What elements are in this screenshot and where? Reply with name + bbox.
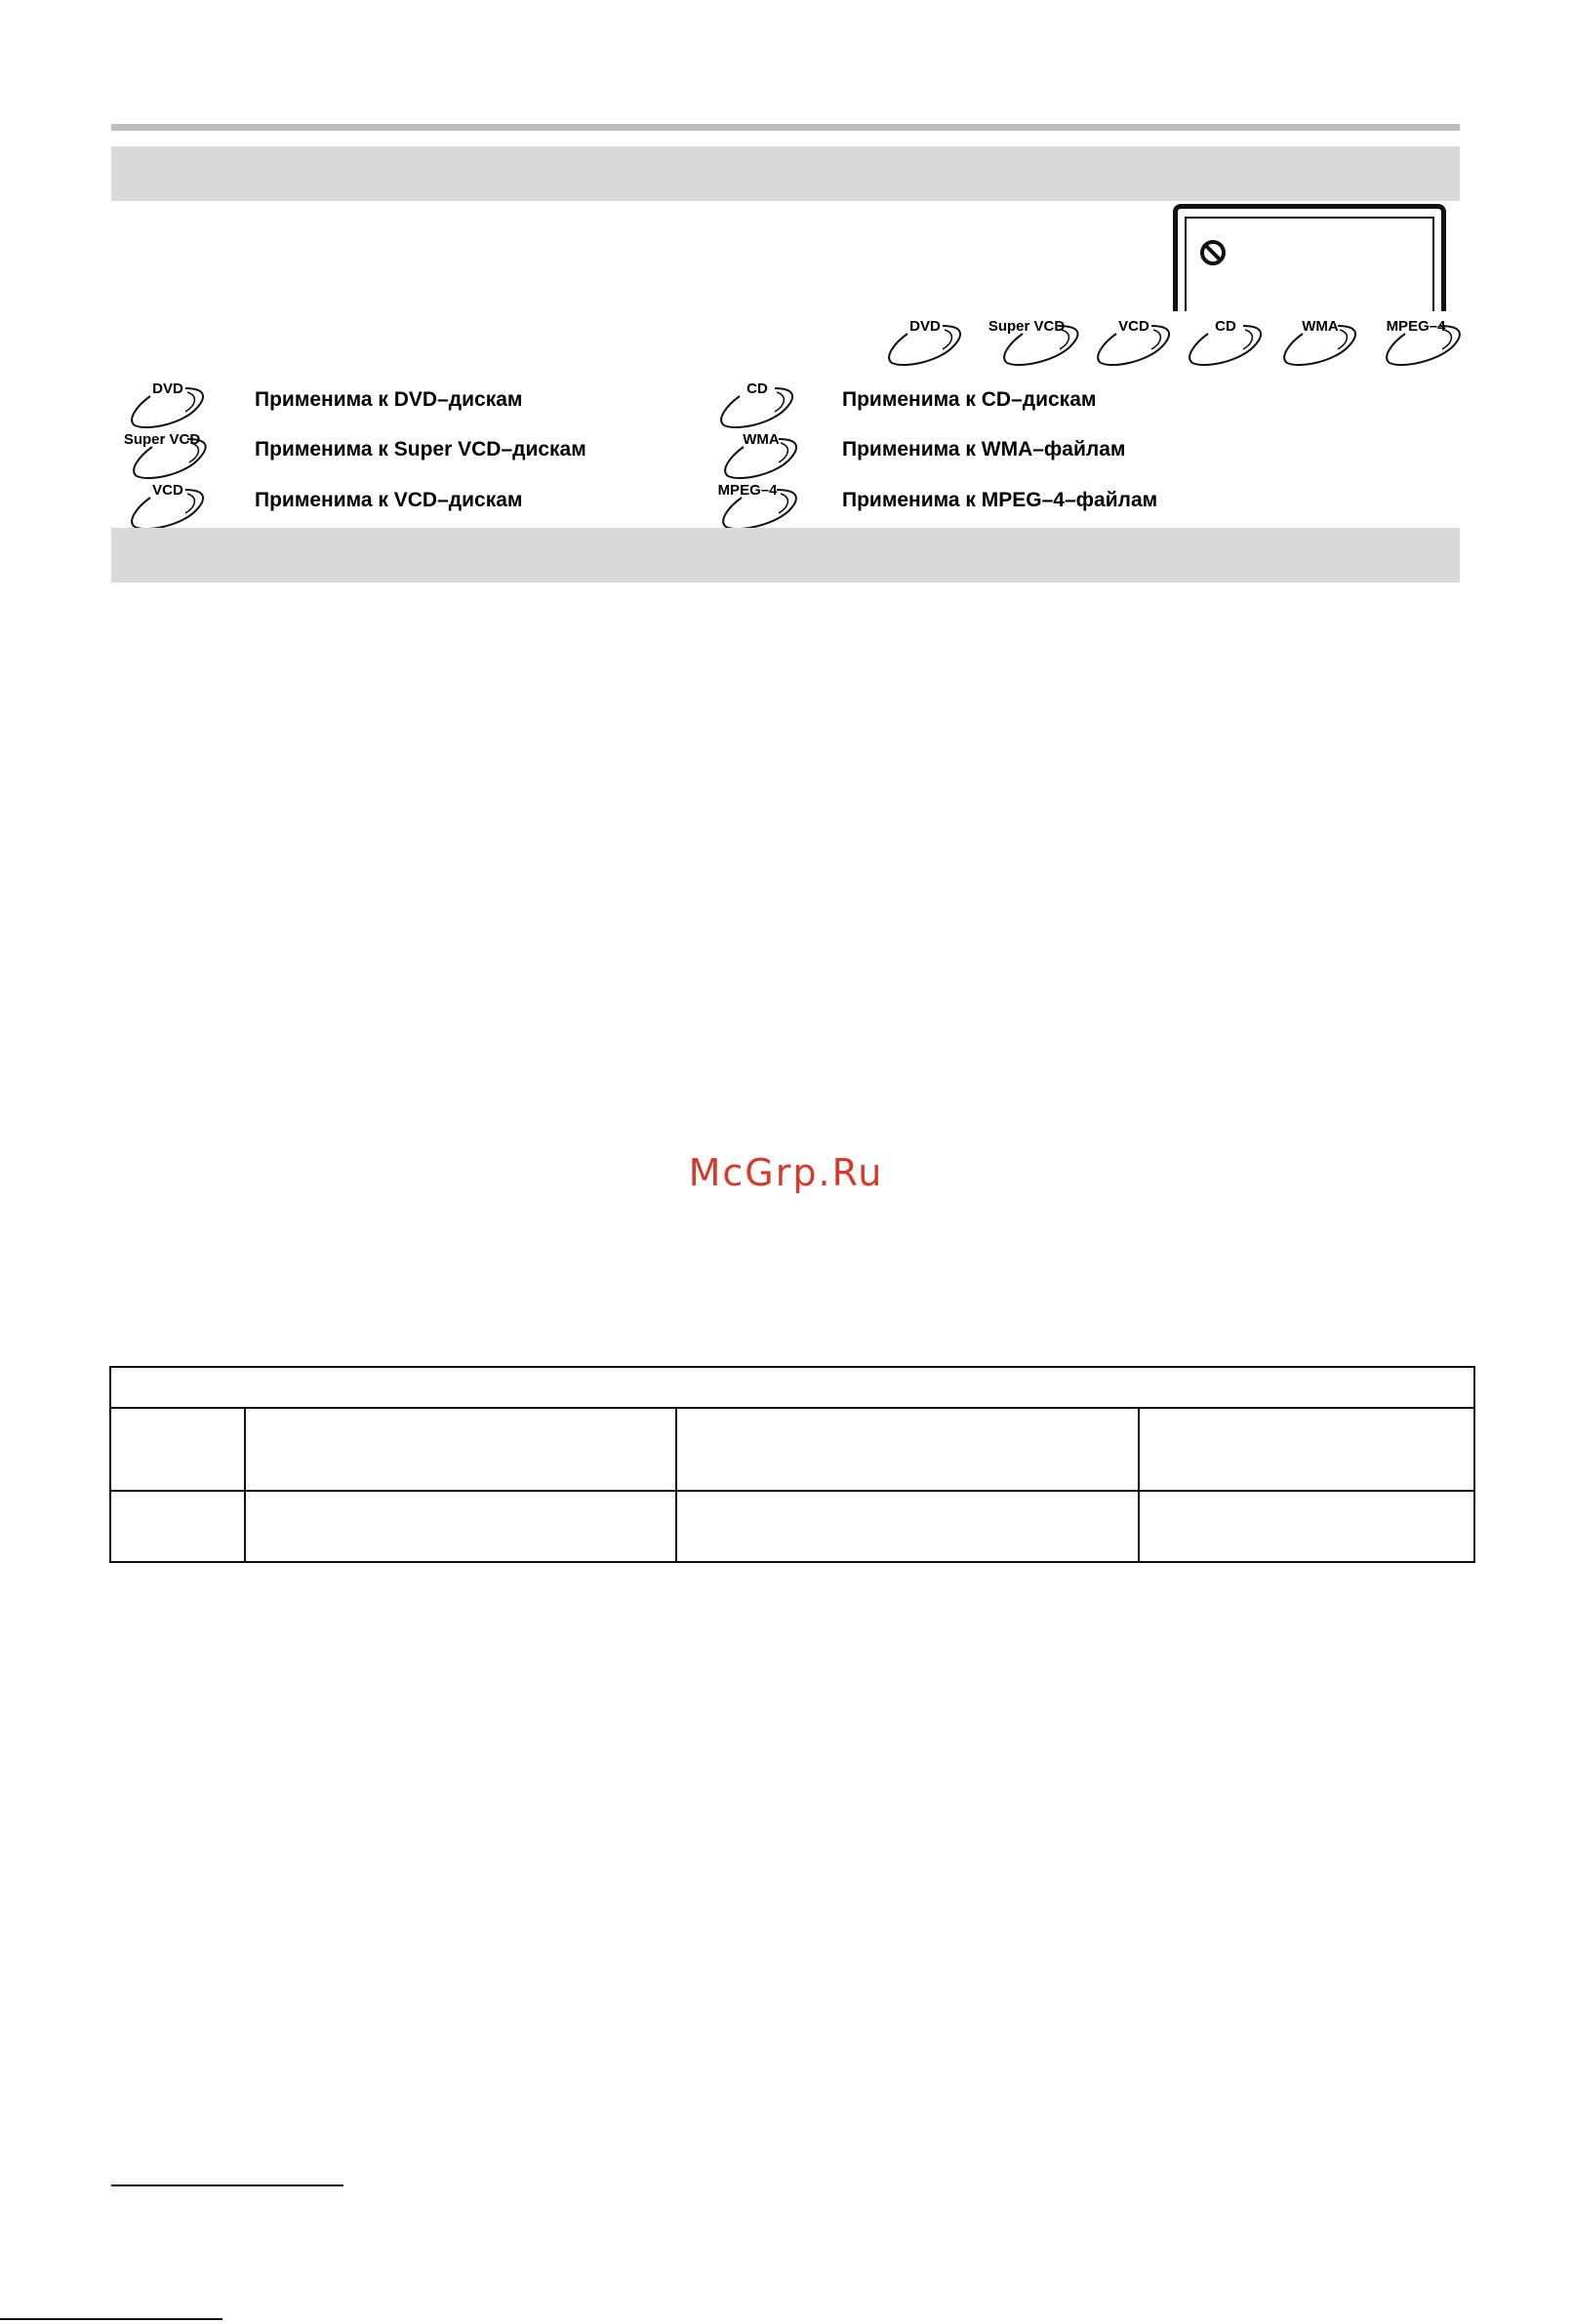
table-row-divider xyxy=(111,1407,1473,1409)
badge-label: VCD xyxy=(1118,318,1149,335)
legend-badge-cd xyxy=(716,381,798,435)
section-header-band xyxy=(111,528,1460,582)
legend-text-vcd: Применима к VCD–дискам xyxy=(255,489,523,511)
specs-table xyxy=(109,1366,1475,1563)
badge-label: MPEG–4 xyxy=(1386,318,1446,335)
badge-label: CD xyxy=(746,381,768,397)
legend-text-mpeg4: Применима к MPEG–4–файлам xyxy=(842,489,1158,511)
badge-label: WMA xyxy=(1302,318,1339,335)
disc-badge-dvd xyxy=(884,318,966,373)
page-bottom-rule xyxy=(0,2318,222,2320)
disc-badge-wma xyxy=(1279,318,1361,373)
legend-badge-super-vcd xyxy=(113,431,211,486)
badge-label: DVD xyxy=(909,318,941,335)
badge-label: Super VCD xyxy=(123,431,201,448)
badge-label: DVD xyxy=(152,381,183,397)
legend-text-super-vcd: Применима к Super VCD–дискам xyxy=(255,438,586,461)
watermark: McGrp.Ru xyxy=(688,1151,884,1194)
legend-badge-wma xyxy=(720,431,802,486)
table-row-divider xyxy=(111,1490,1473,1492)
legend-text-wma: Применима к WMA–файлам xyxy=(842,438,1126,461)
badge-label: WMA xyxy=(743,431,780,448)
badge-label: MPEG–4 xyxy=(717,482,778,499)
table-col-divider xyxy=(244,1407,246,1561)
disc-badge-vcd xyxy=(1093,318,1175,373)
legend-text-cd: Применима к CD–дискам xyxy=(842,388,1097,411)
badge-label: CD xyxy=(1215,318,1236,335)
disc-badge-cd xyxy=(1185,318,1267,373)
legend-text-dvd: Применима к DVD–дискам xyxy=(255,388,523,411)
footnote-rule xyxy=(111,2184,343,2186)
table-col-divider xyxy=(1138,1407,1140,1561)
section-header-band xyxy=(111,146,1460,201)
legend-badge-dvd xyxy=(127,381,209,435)
disc-badge-mpeg4 xyxy=(1372,318,1466,373)
disc-badge-super-vcd xyxy=(982,318,1083,373)
badge-label: VCD xyxy=(152,482,183,499)
prohibited-icon xyxy=(1199,239,1227,266)
badge-label: Super VCD xyxy=(988,318,1066,335)
table-col-divider xyxy=(675,1407,677,1561)
top-rule xyxy=(111,124,1460,131)
